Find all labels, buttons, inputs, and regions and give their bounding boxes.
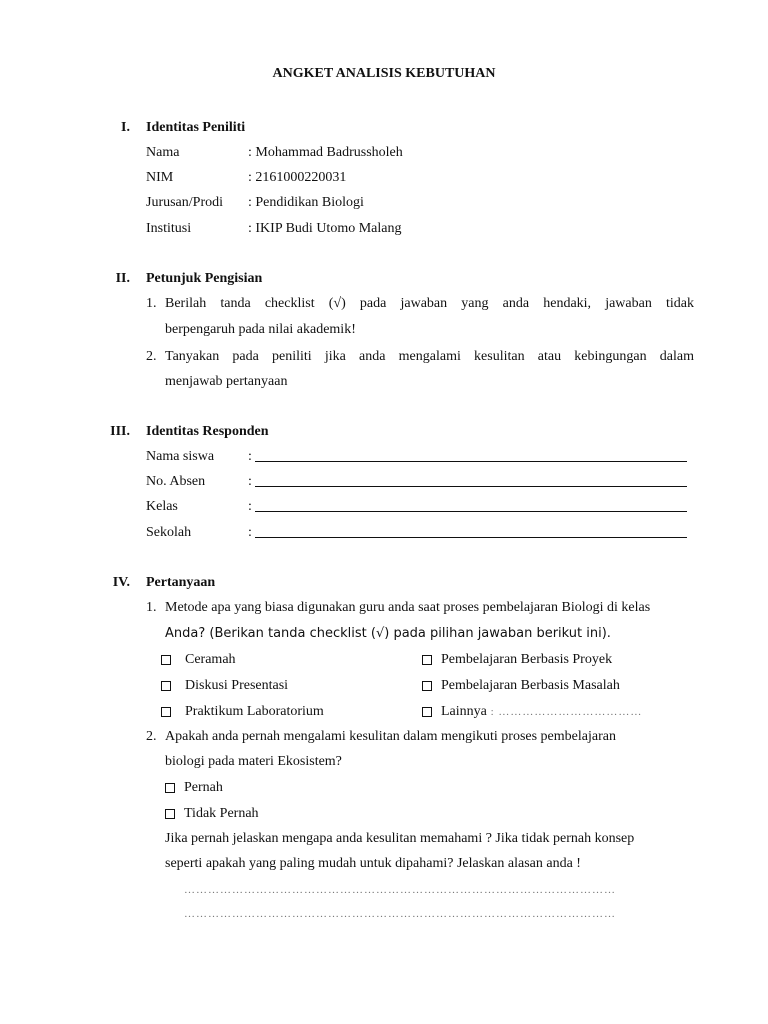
option-ceramah[interactable] bbox=[161, 652, 236, 668]
answer-line-2[interactable]: ……………………………………………………………………………………………… bbox=[184, 908, 616, 920]
section-1-heading: Identitas Peniliti bbox=[146, 120, 246, 135]
researcher-institution-value: : IKIP Budi Utomo Malang bbox=[248, 221, 402, 236]
respondent-name-field[interactable] bbox=[248, 449, 687, 465]
fill-blank-line[interactable] bbox=[255, 449, 687, 462]
fill-blank-line[interactable] bbox=[255, 499, 687, 512]
instruction-2-line-2: menjawab pertanyaan bbox=[165, 374, 288, 389]
option-label: Lainnya bbox=[441, 704, 487, 719]
checkbox-icon[interactable] bbox=[165, 783, 175, 793]
option-label: Praktikum Laboratorium bbox=[185, 704, 324, 719]
option-praktikum-laboratorium[interactable] bbox=[161, 704, 324, 720]
instruction-1-number: 1. bbox=[146, 296, 157, 311]
colon: : bbox=[248, 525, 252, 540]
respondent-school-field[interactable] bbox=[248, 525, 687, 541]
answer-line-1[interactable]: ……………………………………………………………………………………………… bbox=[184, 884, 616, 896]
option-label: Pernah bbox=[184, 780, 223, 795]
option-pernah[interactable] bbox=[165, 780, 223, 796]
researcher-institution-label: Institusi bbox=[146, 221, 192, 236]
fill-blank-line[interactable] bbox=[255, 474, 687, 487]
section-2-number: II. bbox=[115, 271, 130, 286]
researcher-nim-value: : 2161000220031 bbox=[248, 170, 347, 185]
checkbox-icon[interactable] bbox=[165, 809, 175, 819]
respondent-absen-field[interactable] bbox=[248, 474, 687, 490]
option-tidak-pernah[interactable] bbox=[165, 806, 259, 822]
checkbox-icon[interactable] bbox=[161, 681, 171, 691]
researcher-program-value: : Pendidikan Biologi bbox=[248, 195, 364, 210]
colon: : bbox=[248, 499, 252, 514]
checkbox-icon[interactable] bbox=[422, 655, 432, 665]
checkbox-icon[interactable] bbox=[161, 655, 171, 665]
researcher-name-label: Nama bbox=[146, 145, 180, 160]
question-2-number: 2. bbox=[146, 729, 157, 744]
fill-blank-line[interactable] bbox=[255, 525, 687, 538]
checkbox-icon[interactable] bbox=[422, 707, 432, 717]
question-2-line-1: Apakah anda pernah mengalami kesulitan dalam mengikuti proses pembelajaran bbox=[165, 729, 616, 744]
question-2-followup-line-2: seperti apakah yang paling mudah untuk dipahami? Jelaskan alasan anda ! bbox=[165, 856, 581, 871]
respondent-class-label: Kelas bbox=[146, 499, 178, 514]
section-2-heading: Petunjuk Pengisian bbox=[146, 271, 263, 286]
checkbox-icon[interactable] bbox=[161, 707, 171, 717]
instruction-1-line-2: berpengaruh pada nilai akademik! bbox=[165, 322, 356, 337]
respondent-school-label: Sekolah bbox=[146, 525, 192, 540]
option-label: Tidak Pernah bbox=[184, 806, 259, 821]
other-answer-dots[interactable]: : ……………………………… bbox=[486, 706, 643, 718]
checkbox-icon[interactable] bbox=[422, 681, 432, 691]
question-1-line-1: Metode apa yang biasa digunakan guru anda saat proses pembelajaran Biologi di kelas bbox=[165, 600, 651, 615]
option-label: Diskusi Presentasi bbox=[185, 678, 289, 693]
respondent-absen-label: No. Absen bbox=[146, 474, 206, 489]
researcher-program-label: Jurusan/Prodi bbox=[146, 195, 223, 210]
section-3-number: III. bbox=[110, 424, 130, 439]
colon: : bbox=[248, 474, 252, 489]
document-title: ANGKET ANALISIS KEBUTUHAN bbox=[272, 66, 496, 81]
option-label: Ceramah bbox=[185, 652, 236, 667]
option-label: Pembelajaran Berbasis Masalah bbox=[441, 678, 620, 693]
option-label: Pembelajaran Berbasis Proyek bbox=[441, 652, 613, 667]
option-diskusi-presentasi[interactable] bbox=[161, 678, 288, 694]
researcher-name-value: : Mohammad Badrussholeh bbox=[248, 145, 403, 160]
option-pembelajaran-berbasis-proyek[interactable] bbox=[422, 652, 612, 668]
question-1-line-2: Anda? (Berikan tanda checklist (√) pada pilihan jawaban berikut ini). bbox=[165, 626, 611, 641]
question-1-number: 1. bbox=[146, 600, 157, 615]
respondent-class-field[interactable] bbox=[248, 499, 687, 515]
option-pembelajaran-berbasis-masalah[interactable] bbox=[422, 678, 620, 694]
colon: : bbox=[248, 449, 252, 464]
section-3-heading: Identitas Responden bbox=[146, 424, 269, 439]
instruction-2-line-1: Tanyakan pada peniliti jika anda mengalami kesulitan atau kebingungan dalam bbox=[165, 349, 694, 364]
section-1-number: I. bbox=[121, 120, 130, 135]
question-2-line-2: biologi pada materi Ekosistem? bbox=[165, 754, 342, 769]
question-2-followup-line-1: Jika pernah jelaskan mengapa anda kesulitan memahami ? Jika tidak pernah konsep bbox=[165, 831, 635, 846]
respondent-name-label: Nama siswa bbox=[146, 449, 215, 464]
instruction-1-line-1: Berilah tanda checklist (√) pada jawaban yang anda hendaki, jawaban tidak bbox=[165, 296, 694, 311]
instruction-2-number: 2. bbox=[146, 349, 157, 364]
option-lainnya[interactable] bbox=[422, 704, 642, 720]
researcher-nim-label: NIM bbox=[146, 170, 174, 185]
section-4-heading: Pertanyaan bbox=[146, 575, 216, 590]
section-4-number: IV. bbox=[112, 575, 130, 590]
